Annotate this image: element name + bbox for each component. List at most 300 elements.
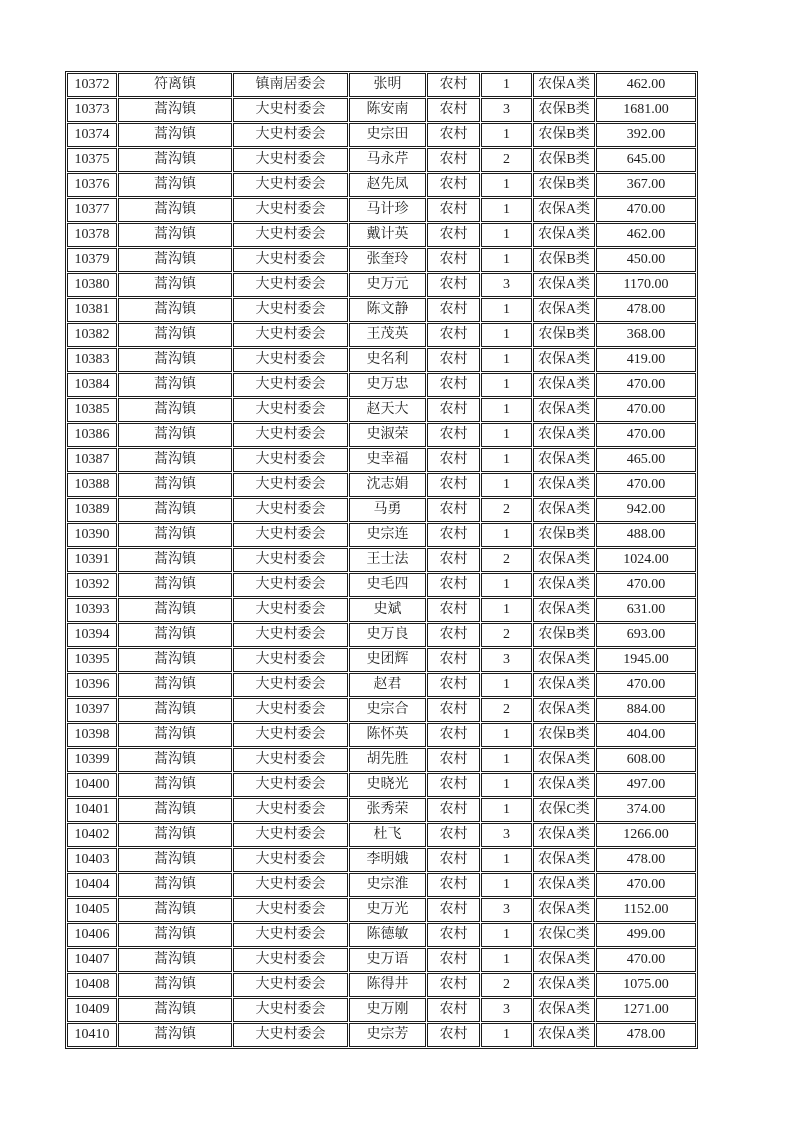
cell-town: 蒿沟镇 (118, 123, 232, 147)
cell-household-type: 农村 (427, 973, 480, 997)
cell-insurance-category: 农保A类 (533, 348, 595, 372)
cell-record-id: 10400 (67, 773, 117, 797)
cell-village-committee: 大史村委会 (233, 673, 348, 697)
cell-town: 蒿沟镇 (118, 523, 232, 547)
cell-person-count: 1 (481, 523, 532, 547)
cell-person-count: 1 (481, 173, 532, 197)
cell-person-name: 史幸福 (349, 448, 426, 472)
cell-village-committee: 大史村委会 (233, 423, 348, 447)
cell-village-committee: 大史村委会 (233, 1023, 348, 1047)
cell-insurance-category: 农保A类 (533, 823, 595, 847)
cell-person-name: 马勇 (349, 498, 426, 522)
cell-town: 蒿沟镇 (118, 323, 232, 347)
cell-household-type: 农村 (427, 348, 480, 372)
cell-household-type: 农村 (427, 923, 480, 947)
cell-person-name: 史万刚 (349, 998, 426, 1022)
table-row (67, 748, 696, 772)
cell-household-type: 农村 (427, 73, 480, 97)
cell-amount: 942.00 (596, 498, 696, 522)
cell-household-type: 农村 (427, 623, 480, 647)
table-row (67, 498, 696, 522)
cell-household-type: 农村 (427, 723, 480, 747)
table-row (67, 973, 696, 997)
cell-person-name: 陈安南 (349, 98, 426, 122)
cell-record-id: 10381 (67, 298, 117, 322)
cell-village-committee: 大史村委会 (233, 123, 348, 147)
cell-household-type: 农村 (427, 698, 480, 722)
cell-person-name: 马永芹 (349, 148, 426, 172)
cell-person-count: 3 (481, 998, 532, 1022)
cell-record-id: 10390 (67, 523, 117, 547)
table-row (67, 348, 696, 372)
cell-insurance-category: 农保A类 (533, 273, 595, 297)
cell-town: 蒿沟镇 (118, 223, 232, 247)
table-row (67, 273, 696, 297)
cell-insurance-category: 农保A类 (533, 398, 595, 422)
cell-amount: 478.00 (596, 298, 696, 322)
cell-amount: 1945.00 (596, 648, 696, 672)
cell-household-type: 农村 (427, 748, 480, 772)
cell-person-count: 3 (481, 823, 532, 847)
cell-person-name: 史毛四 (349, 573, 426, 597)
cell-household-type: 农村 (427, 323, 480, 347)
cell-village-committee: 大史村委会 (233, 848, 348, 872)
cell-insurance-category: 农保A类 (533, 1023, 595, 1047)
cell-person-count: 3 (481, 273, 532, 297)
table-row (67, 623, 696, 647)
table-row (67, 73, 696, 97)
cell-insurance-category: 农保A类 (533, 73, 595, 97)
cell-household-type: 农村 (427, 148, 480, 172)
cell-village-committee: 大史村委会 (233, 223, 348, 247)
cell-person-name: 史宗连 (349, 523, 426, 547)
cell-household-type: 农村 (427, 448, 480, 472)
cell-insurance-category: 农保A类 (533, 773, 595, 797)
cell-person-name: 马计珍 (349, 198, 426, 222)
cell-person-count: 2 (481, 548, 532, 572)
table-row (67, 548, 696, 572)
cell-amount: 462.00 (596, 73, 696, 97)
cell-person-count: 1 (481, 398, 532, 422)
cell-person-name: 史淑荣 (349, 423, 426, 447)
cell-town: 蒿沟镇 (118, 873, 232, 897)
cell-insurance-category: 农保A类 (533, 998, 595, 1022)
cell-town: 蒿沟镇 (118, 373, 232, 397)
cell-village-committee: 大史村委会 (233, 573, 348, 597)
cell-record-id: 10404 (67, 873, 117, 897)
cell-village-committee: 大史村委会 (233, 448, 348, 472)
table-row (67, 373, 696, 397)
cell-village-committee: 大史村委会 (233, 598, 348, 622)
table-row (67, 948, 696, 972)
cell-household-type: 农村 (427, 298, 480, 322)
cell-person-count: 1 (481, 573, 532, 597)
table-row (67, 1023, 696, 1047)
cell-household-type: 农村 (427, 523, 480, 547)
cell-household-type: 农村 (427, 648, 480, 672)
table-row (67, 798, 696, 822)
cell-insurance-category: 农保C类 (533, 798, 595, 822)
cell-amount: 470.00 (596, 423, 696, 447)
cell-record-id: 10403 (67, 848, 117, 872)
cell-village-committee: 大史村委会 (233, 973, 348, 997)
cell-household-type: 农村 (427, 373, 480, 397)
cell-person-count: 1 (481, 223, 532, 247)
cell-insurance-category: 农保A类 (533, 373, 595, 397)
cell-household-type: 农村 (427, 673, 480, 697)
table-row (67, 873, 696, 897)
cell-record-id: 10378 (67, 223, 117, 247)
cell-amount: 470.00 (596, 673, 696, 697)
cell-insurance-category: 农保B类 (533, 723, 595, 747)
cell-town: 蒿沟镇 (118, 748, 232, 772)
cell-village-committee: 大史村委会 (233, 548, 348, 572)
cell-village-committee: 大史村委会 (233, 273, 348, 297)
cell-village-committee: 大史村委会 (233, 323, 348, 347)
table-row (67, 673, 696, 697)
cell-village-committee: 大史村委会 (233, 248, 348, 272)
cell-village-committee: 大史村委会 (233, 148, 348, 172)
cell-village-committee: 大史村委会 (233, 873, 348, 897)
cell-insurance-category: 农保A类 (533, 548, 595, 572)
cell-town: 蒿沟镇 (118, 648, 232, 672)
cell-insurance-category: 农保B类 (533, 148, 595, 172)
cell-record-id: 10394 (67, 623, 117, 647)
cell-amount: 1271.00 (596, 998, 696, 1022)
cell-town: 蒿沟镇 (118, 598, 232, 622)
cell-person-name: 张明 (349, 73, 426, 97)
cell-town: 蒿沟镇 (118, 548, 232, 572)
cell-person-name: 赵天大 (349, 398, 426, 422)
cell-person-count: 1 (481, 1023, 532, 1047)
cell-person-count: 1 (481, 298, 532, 322)
cell-insurance-category: 农保A类 (533, 473, 595, 497)
cell-household-type: 农村 (427, 873, 480, 897)
table-row (67, 998, 696, 1022)
cell-insurance-category: 农保A类 (533, 598, 595, 622)
cell-person-name: 赵先凤 (349, 173, 426, 197)
cell-amount: 1152.00 (596, 898, 696, 922)
table-row (67, 148, 696, 172)
cell-amount: 478.00 (596, 848, 696, 872)
cell-town: 蒿沟镇 (118, 923, 232, 947)
cell-person-count: 1 (481, 323, 532, 347)
cell-household-type: 农村 (427, 998, 480, 1022)
cell-insurance-category: 农保B类 (533, 248, 595, 272)
cell-town: 蒿沟镇 (118, 673, 232, 697)
cell-insurance-category: 农保B类 (533, 98, 595, 122)
cell-amount: 497.00 (596, 773, 696, 797)
cell-amount: 404.00 (596, 723, 696, 747)
cell-amount: 392.00 (596, 123, 696, 147)
cell-person-name: 王茂英 (349, 323, 426, 347)
cell-insurance-category: 农保A类 (533, 423, 595, 447)
cell-record-id: 10376 (67, 173, 117, 197)
cell-insurance-category: 农保A类 (533, 573, 595, 597)
cell-person-count: 1 (481, 123, 532, 147)
table-row (67, 298, 696, 322)
cell-household-type: 农村 (427, 823, 480, 847)
cell-record-id: 10401 (67, 798, 117, 822)
cell-household-type: 农村 (427, 123, 480, 147)
cell-record-id: 10386 (67, 423, 117, 447)
cell-record-id: 10388 (67, 473, 117, 497)
cell-village-committee: 大史村委会 (233, 948, 348, 972)
cell-person-name: 陈德敏 (349, 923, 426, 947)
cell-amount: 470.00 (596, 198, 696, 222)
cell-amount: 884.00 (596, 698, 696, 722)
cell-household-type: 农村 (427, 773, 480, 797)
cell-person-count: 1 (481, 598, 532, 622)
table-row (67, 423, 696, 447)
cell-person-count: 1 (481, 73, 532, 97)
cell-town: 蒿沟镇 (118, 198, 232, 222)
cell-amount: 1170.00 (596, 273, 696, 297)
cell-household-type: 农村 (427, 423, 480, 447)
cell-person-count: 1 (481, 448, 532, 472)
table-row (67, 698, 696, 722)
cell-record-id: 10380 (67, 273, 117, 297)
cell-amount: 693.00 (596, 623, 696, 647)
cell-town: 蒿沟镇 (118, 398, 232, 422)
cell-person-name: 史名利 (349, 348, 426, 372)
cell-town: 蒿沟镇 (118, 698, 232, 722)
cell-village-committee: 大史村委会 (233, 173, 348, 197)
cell-record-id: 10397 (67, 698, 117, 722)
cell-record-id: 10387 (67, 448, 117, 472)
cell-person-count: 1 (481, 673, 532, 697)
cell-amount: 488.00 (596, 523, 696, 547)
cell-record-id: 10383 (67, 348, 117, 372)
cell-amount: 470.00 (596, 473, 696, 497)
cell-record-id: 10407 (67, 948, 117, 972)
cell-record-id: 10389 (67, 498, 117, 522)
cell-person-count: 1 (481, 798, 532, 822)
cell-amount: 367.00 (596, 173, 696, 197)
cell-insurance-category: 农保A类 (533, 973, 595, 997)
cell-amount: 1681.00 (596, 98, 696, 122)
cell-insurance-category: 农保A类 (533, 498, 595, 522)
cell-village-committee: 大史村委会 (233, 98, 348, 122)
cell-person-name: 史万语 (349, 948, 426, 972)
cell-person-name: 陈怀英 (349, 723, 426, 747)
cell-record-id: 10392 (67, 573, 117, 597)
cell-village-committee: 镇南居委会 (233, 73, 348, 97)
cell-insurance-category: 农保A类 (533, 848, 595, 872)
cell-town: 蒿沟镇 (118, 448, 232, 472)
cell-record-id: 10409 (67, 998, 117, 1022)
cell-village-committee: 大史村委会 (233, 723, 348, 747)
cell-person-name: 张奎玲 (349, 248, 426, 272)
cell-record-id: 10393 (67, 598, 117, 622)
cell-insurance-category: 农保A类 (533, 873, 595, 897)
cell-village-committee: 大史村委会 (233, 798, 348, 822)
cell-town: 蒿沟镇 (118, 823, 232, 847)
cell-village-committee: 大史村委会 (233, 648, 348, 672)
cell-person-name: 史宗合 (349, 698, 426, 722)
cell-household-type: 农村 (427, 473, 480, 497)
cell-village-committee: 大史村委会 (233, 623, 348, 647)
table-row (67, 523, 696, 547)
cell-amount: 470.00 (596, 398, 696, 422)
cell-household-type: 农村 (427, 948, 480, 972)
cell-person-count: 3 (481, 648, 532, 672)
cell-household-type: 农村 (427, 498, 480, 522)
cell-record-id: 10398 (67, 723, 117, 747)
cell-record-id: 10402 (67, 823, 117, 847)
cell-person-name: 王士法 (349, 548, 426, 572)
cell-record-id: 10385 (67, 398, 117, 422)
cell-village-committee: 大史村委会 (233, 373, 348, 397)
cell-household-type: 农村 (427, 398, 480, 422)
table-row (67, 98, 696, 122)
cell-village-committee: 大史村委会 (233, 498, 348, 522)
cell-amount: 450.00 (596, 248, 696, 272)
cell-record-id: 10384 (67, 373, 117, 397)
cell-amount: 499.00 (596, 923, 696, 947)
cell-household-type: 农村 (427, 548, 480, 572)
cell-person-count: 1 (481, 248, 532, 272)
cell-household-type: 农村 (427, 1023, 480, 1047)
cell-insurance-category: 农保B类 (533, 623, 595, 647)
cell-village-committee: 大史村委会 (233, 748, 348, 772)
table-row (67, 398, 696, 422)
cell-amount: 645.00 (596, 148, 696, 172)
cell-household-type: 农村 (427, 173, 480, 197)
table-row (67, 248, 696, 272)
cell-person-count: 2 (481, 973, 532, 997)
cell-town: 蒿沟镇 (118, 248, 232, 272)
cell-person-name: 陈得井 (349, 973, 426, 997)
table-row (67, 598, 696, 622)
cell-amount: 419.00 (596, 348, 696, 372)
cell-person-count: 1 (481, 473, 532, 497)
table-row (67, 898, 696, 922)
cell-village-committee: 大史村委会 (233, 523, 348, 547)
cell-record-id: 10406 (67, 923, 117, 947)
cell-town: 符离镇 (118, 73, 232, 97)
cell-record-id: 10396 (67, 673, 117, 697)
table-row (67, 198, 696, 222)
cell-record-id: 10374 (67, 123, 117, 147)
cell-person-name: 陈文静 (349, 298, 426, 322)
cell-insurance-category: 农保A类 (533, 198, 595, 222)
cell-town: 蒿沟镇 (118, 773, 232, 797)
cell-person-count: 1 (481, 948, 532, 972)
table-row (67, 173, 696, 197)
table-row (67, 923, 696, 947)
cell-person-name: 赵君 (349, 673, 426, 697)
cell-insurance-category: 农保B类 (533, 173, 595, 197)
cell-record-id: 10399 (67, 748, 117, 772)
cell-household-type: 农村 (427, 898, 480, 922)
cell-town: 蒿沟镇 (118, 473, 232, 497)
cell-person-count: 1 (481, 773, 532, 797)
cell-insurance-category: 农保A类 (533, 898, 595, 922)
cell-town: 蒿沟镇 (118, 623, 232, 647)
cell-record-id: 10375 (67, 148, 117, 172)
cell-person-count: 2 (481, 148, 532, 172)
cell-person-name: 史万光 (349, 898, 426, 922)
cell-town: 蒿沟镇 (118, 348, 232, 372)
cell-village-committee: 大史村委会 (233, 348, 348, 372)
cell-amount: 1024.00 (596, 548, 696, 572)
cell-household-type: 农村 (427, 273, 480, 297)
cell-village-committee: 大史村委会 (233, 198, 348, 222)
table-row (67, 648, 696, 672)
cell-town: 蒿沟镇 (118, 998, 232, 1022)
cell-household-type: 农村 (427, 198, 480, 222)
cell-person-name: 史宗芳 (349, 1023, 426, 1047)
cell-person-name: 史晓光 (349, 773, 426, 797)
cell-town: 蒿沟镇 (118, 498, 232, 522)
cell-village-committee: 大史村委会 (233, 998, 348, 1022)
cell-insurance-category: 农保B类 (533, 123, 595, 147)
cell-town: 蒿沟镇 (118, 848, 232, 872)
cell-amount: 631.00 (596, 598, 696, 622)
cell-village-committee: 大史村委会 (233, 473, 348, 497)
cell-person-name: 史斌 (349, 598, 426, 622)
cell-record-id: 10408 (67, 973, 117, 997)
cell-town: 蒿沟镇 (118, 173, 232, 197)
cell-record-id: 10372 (67, 73, 117, 97)
cell-person-name: 李明娥 (349, 848, 426, 872)
cell-insurance-category: 农保A类 (533, 948, 595, 972)
cell-amount: 1075.00 (596, 973, 696, 997)
cell-person-name: 史宗淮 (349, 873, 426, 897)
cell-person-count: 1 (481, 923, 532, 947)
cell-amount: 368.00 (596, 323, 696, 347)
cell-insurance-category: 农保A类 (533, 748, 595, 772)
cell-person-name: 胡先胜 (349, 748, 426, 772)
cell-person-count: 1 (481, 873, 532, 897)
table-row (67, 723, 696, 747)
cell-person-count: 1 (481, 423, 532, 447)
cell-insurance-category: 农保A类 (533, 448, 595, 472)
cell-insurance-category: 农保B类 (533, 523, 595, 547)
cell-person-name: 张秀荣 (349, 798, 426, 822)
cell-insurance-category: 农保A类 (533, 698, 595, 722)
cell-amount: 462.00 (596, 223, 696, 247)
cell-record-id: 10382 (67, 323, 117, 347)
cell-person-name: 史万忠 (349, 373, 426, 397)
cell-record-id: 10395 (67, 648, 117, 672)
cell-person-name: 史宗田 (349, 123, 426, 147)
records-table-body (67, 73, 696, 1047)
cell-record-id: 10391 (67, 548, 117, 572)
cell-town: 蒿沟镇 (118, 948, 232, 972)
cell-amount: 1266.00 (596, 823, 696, 847)
table-row (67, 823, 696, 847)
table-row (67, 223, 696, 247)
table-row (67, 123, 696, 147)
cell-insurance-category: 农保B类 (533, 323, 595, 347)
cell-person-name: 杜飞 (349, 823, 426, 847)
cell-household-type: 农村 (427, 573, 480, 597)
cell-person-count: 3 (481, 98, 532, 122)
table-row (67, 848, 696, 872)
table-row (67, 573, 696, 597)
cell-person-count: 2 (481, 623, 532, 647)
cell-town: 蒿沟镇 (118, 273, 232, 297)
cell-village-committee: 大史村委会 (233, 898, 348, 922)
cell-amount: 374.00 (596, 798, 696, 822)
cell-amount: 465.00 (596, 448, 696, 472)
cell-village-committee: 大史村委会 (233, 923, 348, 947)
cell-insurance-category: 农保C类 (533, 923, 595, 947)
cell-household-type: 农村 (427, 223, 480, 247)
cell-village-committee: 大史村委会 (233, 698, 348, 722)
